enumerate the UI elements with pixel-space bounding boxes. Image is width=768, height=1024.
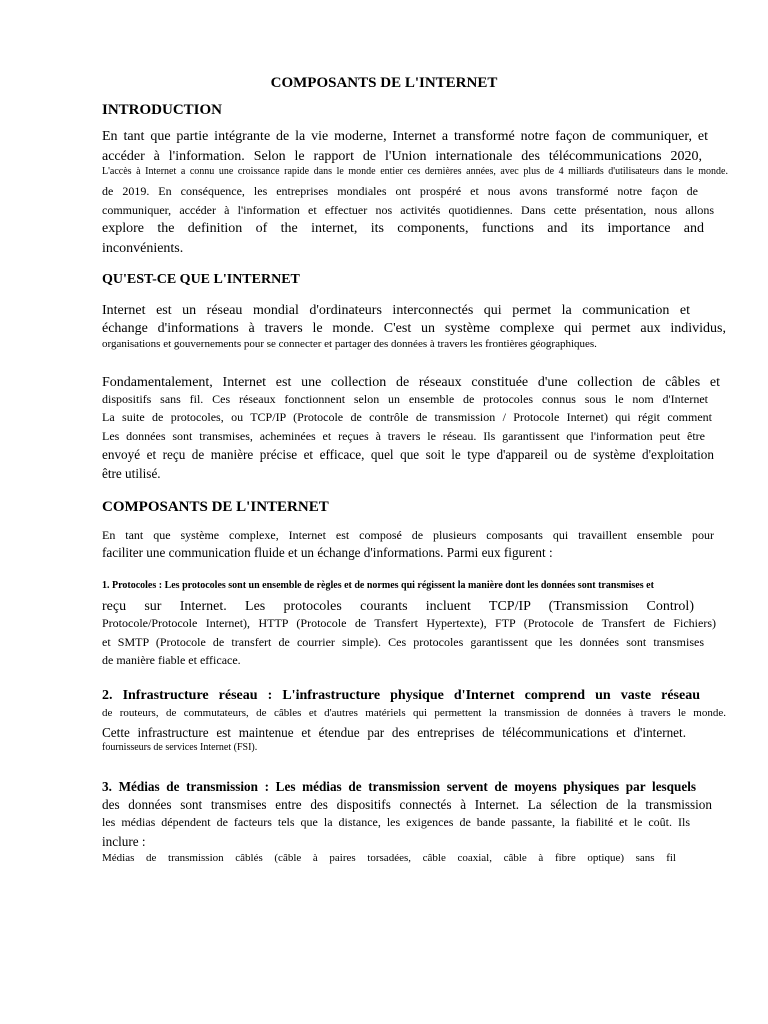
list-item-protocols: 1. Protocoles : Les protocoles sont un ensemble de règles et de normes qui régissent la manière dont les données sont transmises et [102, 580, 654, 591]
paragraph-line: inclure : [102, 834, 146, 849]
paragraph-line: échange d'informations à travers le monde. C'est un système complexe qui permet aux individus, [102, 321, 726, 336]
paragraph-line: En tant que système complexe, Internet est composé de plusieurs composants qui travaillent ensemble pour [102, 528, 714, 542]
paragraph-line: communiquer, accéder à l'information et effectuer nos activités quotidiennes. Dans cette présentation, nous allons [102, 203, 714, 217]
paragraph-line: Internet est un réseau mondial d'ordinateurs interconnectés qui permet la communication et [102, 303, 690, 318]
section-heading-components: COMPOSANTS DE L'INTERNET [102, 499, 329, 515]
paragraph-line: de 2019. En conséquence, les entreprises mondiales ont prospéré et nous avons transformé notre façon de [102, 184, 698, 198]
paragraph-line: faciliter une communication fluide et un échange d'informations. Parmi eux figurent : [102, 545, 553, 560]
paragraph-line: reçu sur Internet. Les protocoles courants incluent TCP/IP (Transmission Control) [102, 599, 694, 614]
document-title: COMPOSANTS DE L'INTERNET [270, 75, 498, 91]
paragraph-line: Protocole/Protocole Internet), HTTP (Protocole de Transfert Hypertexte), FTP (Protocole de Transfert de Fichiers) [102, 616, 716, 630]
paragraph-line: La suite de protocoles, ou TCP/IP (Protocole de contrôle de transmission / Protocole Internet) qui régit comment [102, 410, 712, 424]
paragraph-line: L'accès à Internet a connu une croissance rapide dans le monde entier ces dernières années, avec plus de 4 milliards d'utilisateurs dans le monde. [102, 166, 728, 177]
paragraph-line: être utilisé. [102, 466, 161, 481]
list-item-network-infrastructure: 2. Infrastructure réseau : L'infrastructure physique d'Internet comprend un vaste réseau [102, 688, 700, 703]
paragraph-line: dispositifs sans fil. Ces réseaux fonctionnent selon un ensemble de protocoles connus sous le nom d'Internet [102, 392, 708, 406]
paragraph-line: envoyé et reçu de manière précise et efficace, quel que soit le type d'appareil ou de système d'exploitation [102, 447, 714, 462]
paragraph-line: Cette infrastructure est maintenue et étendue par des entreprises de télécommunications et d'internet. [102, 725, 686, 740]
paragraph-line: de manière fiable et efficace. [102, 653, 241, 667]
section-heading-introduction: INTRODUCTION [102, 102, 223, 118]
paragraph-line: fournisseurs de services Internet (FSI). [102, 742, 258, 753]
paragraph-line: En tant que partie intégrante de la vie moderne, Internet a transformé notre façon de communiquer, et [102, 129, 708, 144]
list-item-transmission-media: 3. Médias de transmission : Les médias de transmission servent de moyens physiques par lesquels [102, 779, 696, 794]
paragraph-line: Fondamentalement, Internet est une collection de réseaux constituée d'une collection de câbles et [102, 375, 720, 390]
paragraph-line: Les données sont transmises, acheminées et reçues à travers le réseau. Ils garantissent que l'information peut être [102, 429, 705, 443]
section-heading-what-is-internet: QU'EST-CE QUE L'INTERNET [102, 272, 300, 287]
paragraph-line: des données sont transmises entre des dispositifs connectés à Internet. La sélection de la transmission [102, 797, 712, 812]
paragraph-line: Médias de transmission câblés (câble à paires torsadées, câble coaxial, câble à fibre optique) sans fil [102, 852, 676, 864]
paragraph-line: accéder à l'information. Selon le rapport de l'Union internationale des télécommunications 2020, [102, 149, 702, 164]
paragraph-line: et SMTP (Protocole de transfert de courrier simple). Ces protocoles garantissent que les données sont transmises [102, 635, 704, 649]
paragraph-line: organisations et gouvernements pour se connecter et partager des données à travers les frontières géographiques. [102, 338, 597, 350]
paragraph-line: explore the definition of the internet, its components, functions and its importance and [102, 221, 704, 236]
paragraph-line: les médias dépendent de facteurs tels que la distance, les exigences de bande passante, la fiabilité et le coût. Ils [102, 815, 690, 829]
paragraph-line: inconvénients. [102, 241, 184, 256]
paragraph-line: de routeurs, de commutateurs, de câbles et d'autres matériels qui permettent la transmission de données à travers le monde. [102, 707, 726, 719]
